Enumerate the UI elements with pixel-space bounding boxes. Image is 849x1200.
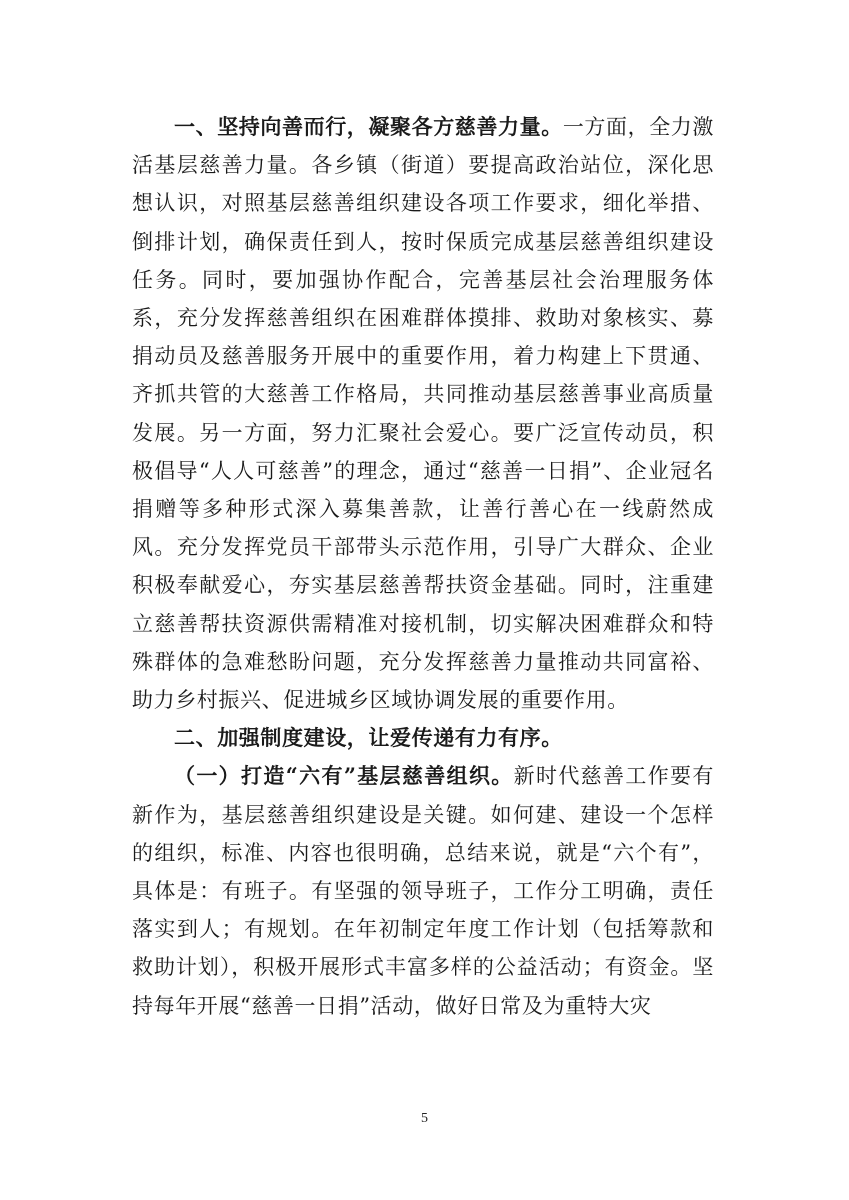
subsection1-paragraph bbox=[132, 757, 714, 1024]
section1-body: 一方面，全力激活基层慈善力量。各乡镇（街道）要提高政治站位，深化思想认识，对照基层慈善组织建设各项工作要求，细化举措、倒排计划，确保责任到人，按时保质完成基层慈善组织建设任务。同时，要加强协作配合，完善基层社会治理服务体系，充分发挥慈善组织在困难群体摸排、救助对象核实、募捐动员及慈善服务开展中的重要作用，着力构建上下贯通、齐抓共管的大慈善工作格局，共同推动基层慈善事业高质量发展。另一方面，努力汇聚社会爱心。要广泛宣传动员，积极倡导“人人可慈善”的理念，通过“慈善一日捐”、企业冠名捐赠等多种形式深入募集善款，让善行善心在一线蔚然成风。充分发挥党员干部带头示范作用，引导广大群众、企业积极奉献爱心，夯实基层慈善帮扶资金基础。同时，注重建立慈善帮扶资源供需精准对接机制，切实解决困难群众和特殊群体的急难愁盼问题，充分发挥慈善力量推动共同富裕、助力乡村振兴、促进城乡区域协调发展的重要作用。 bbox=[132, 115, 715, 713]
document-page bbox=[132, 108, 714, 1025]
section2-heading: 二、加强制度建设，让爱传递有力有序。 bbox=[174, 725, 563, 751]
section1-lead: 一、坚持向善而行，凝聚各方慈善力量。 bbox=[174, 114, 563, 139]
subsection1-body: 新时代慈善工作要有新作为，基层慈善组织建设是关键。如何建、建设一个怎样的组织，标准、内容也很明确，总结来说，就是“六个有”，具体是：有班子。有坚强的领导班子，工作分工明确，责任落实到人；有规划。在年初制定年度工作计划（包括筹款和救助计划），积极开展形式丰富多样的公益活动；有资金。坚持每年开展“慈善一日捐”活动，做好日常及为重特大灾 bbox=[132, 764, 714, 1018]
subsection1-lead: （一）打造“六有”基层慈善组织。 bbox=[174, 763, 514, 789]
section1-paragraph bbox=[132, 108, 714, 719]
page-number: 5 bbox=[421, 1111, 428, 1126]
